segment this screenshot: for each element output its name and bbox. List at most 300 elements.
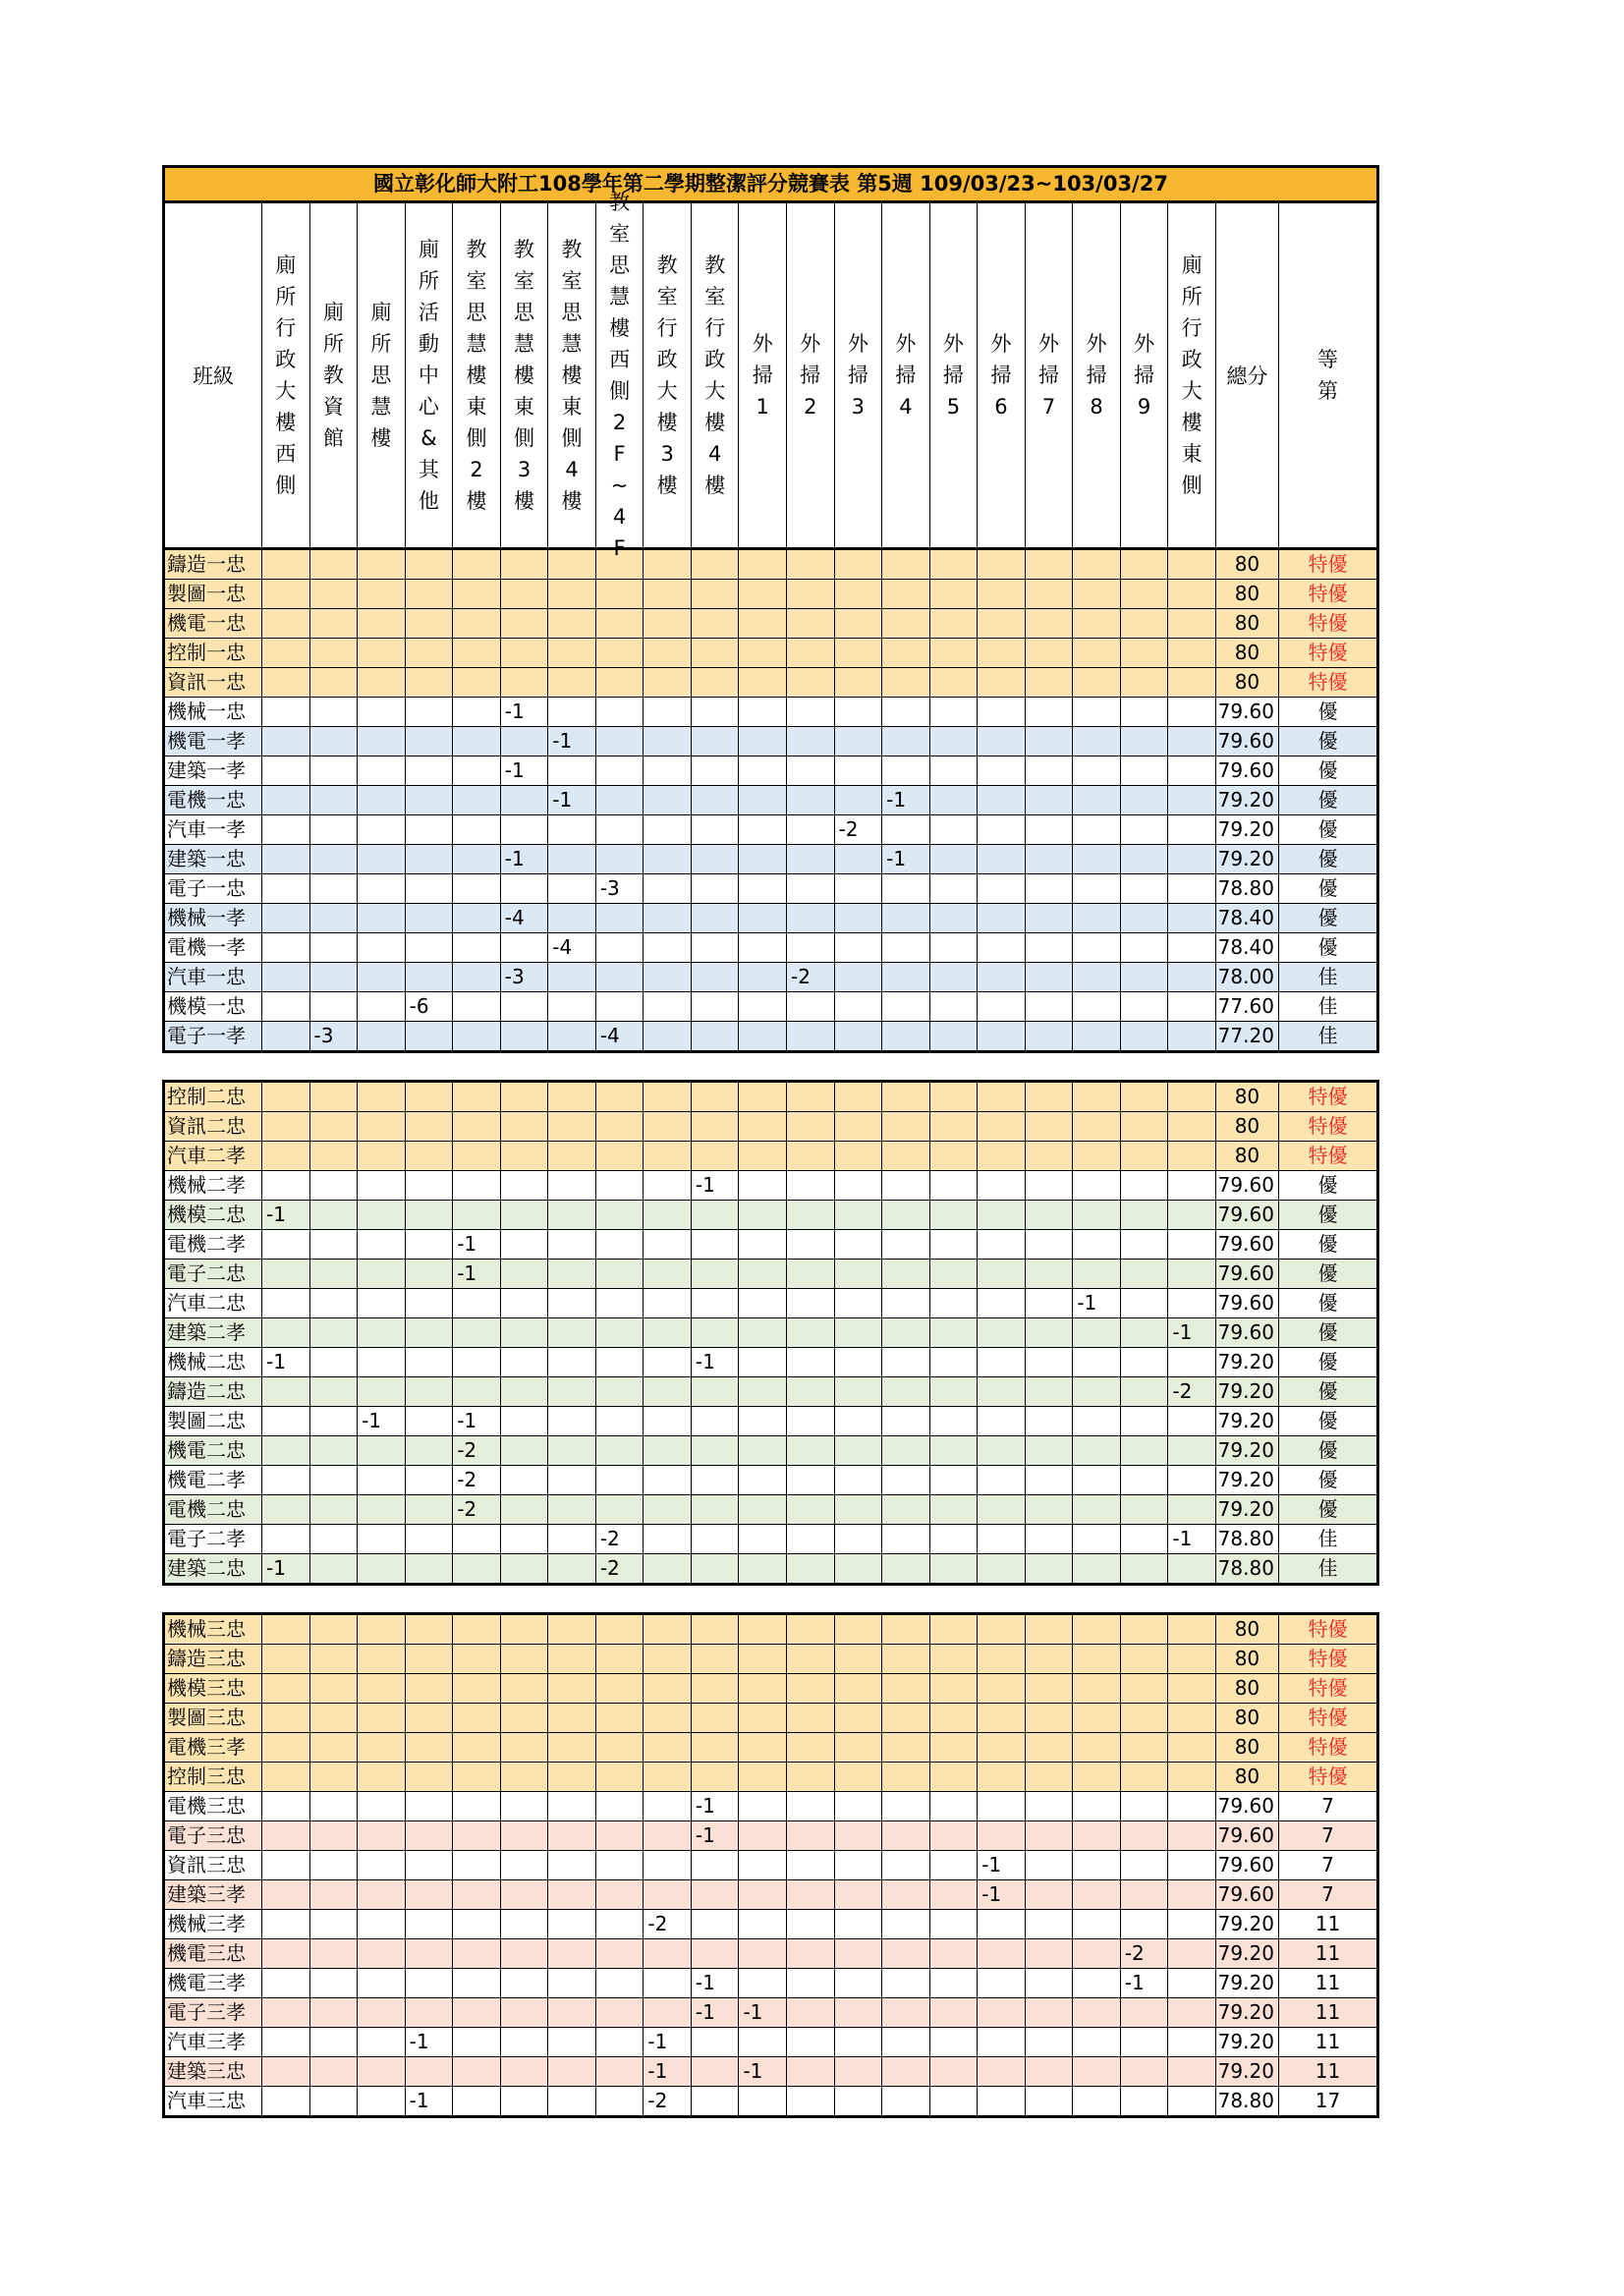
deduction-cell	[929, 756, 978, 786]
deduction-cell	[739, 609, 787, 639]
deduction-cell	[739, 698, 787, 727]
deduction-cell	[1120, 1733, 1168, 1763]
deduction-cell	[644, 1495, 692, 1525]
deduction-cell	[882, 1377, 930, 1407]
deduction-cell	[1168, 1792, 1216, 1821]
class-name-cell: 電子二孝	[164, 1525, 262, 1554]
deduction-cell	[262, 1230, 310, 1260]
deduction-cell	[929, 1407, 978, 1436]
deduction-cell	[453, 1733, 501, 1763]
class-name-cell: 電機一孝	[164, 933, 262, 963]
deduction-cell	[787, 1142, 835, 1171]
deduction-cell	[644, 1377, 692, 1407]
deduction-cell	[262, 639, 310, 668]
deduction-cell	[834, 1348, 882, 1377]
deduction-cell: -3	[309, 1022, 358, 1052]
deduction-cell	[739, 1851, 787, 1880]
deduction-cell	[500, 1318, 548, 1348]
deduction-cell	[978, 845, 1026, 874]
deduction-cell	[978, 1821, 1026, 1851]
class-name-cell: 電機三孝	[164, 1733, 262, 1763]
grade-cell: 特優	[1278, 1112, 1377, 1142]
deduction-cell	[691, 1763, 739, 1792]
deduction-cell	[358, 1851, 406, 1880]
deduction-cell	[595, 1289, 644, 1318]
table-row	[164, 1910, 1378, 1939]
deduction-cell	[453, 1939, 501, 1969]
deduction-cell	[595, 609, 644, 639]
deduction-cell	[691, 639, 739, 668]
deduction-cell	[691, 845, 739, 874]
deduction-cell	[739, 1939, 787, 1969]
deduction-cell	[978, 1554, 1026, 1585]
deduction-cell	[834, 2057, 882, 2087]
deduction-cell	[548, 609, 596, 639]
header-area-7-label: 教室思慧樓東側4樓	[561, 238, 583, 513]
deduction-cell	[1120, 609, 1168, 639]
deduction-cell	[978, 1525, 1026, 1554]
total-score-cell: 80	[1215, 1142, 1278, 1171]
deduction-cell	[548, 1645, 596, 1674]
deduction-cell	[691, 549, 739, 580]
grade-cell: 特優	[1278, 1763, 1377, 1792]
deduction-cell	[929, 1880, 978, 1910]
deduction-cell	[691, 933, 739, 963]
deduction-cell	[644, 668, 692, 698]
deduction-cell	[1120, 1880, 1168, 1910]
deduction-cell	[1168, 1763, 1216, 1792]
class-name-cell: 機電二孝	[164, 1466, 262, 1495]
deduction-cell	[500, 1554, 548, 1585]
total-score-cell: 79.60	[1215, 1880, 1278, 1910]
deduction-cell	[309, 1733, 358, 1763]
deduction-cell	[405, 1674, 453, 1704]
class-name-cell: 機械二孝	[164, 1171, 262, 1201]
deduction-cell	[548, 1851, 596, 1880]
deduction-cell	[787, 904, 835, 933]
deduction-cell	[309, 963, 358, 992]
deduction-cell	[739, 1260, 787, 1289]
deduction-cell	[309, 1674, 358, 1704]
table-row	[164, 1142, 1378, 1171]
deduction-cell	[1168, 698, 1216, 727]
class-name-cell: 機電三忠	[164, 1939, 262, 1969]
deduction-cell	[787, 1436, 835, 1466]
deduction-cell	[1168, 1466, 1216, 1495]
table-row	[164, 1998, 1378, 2028]
deduction-cell	[739, 933, 787, 963]
deduction-cell: -1	[739, 2057, 787, 2087]
deduction-cell	[405, 1821, 453, 1851]
deduction-cell	[262, 845, 310, 874]
deduction-cell	[691, 1230, 739, 1260]
table-row	[164, 815, 1378, 845]
deduction-cell	[595, 1851, 644, 1880]
deduction-cell	[978, 1998, 1026, 2028]
deduction-cell	[929, 668, 978, 698]
deduction-cell	[978, 1289, 1026, 1318]
total-score-cell: 79.20	[1215, 815, 1278, 845]
deduction-cell	[978, 639, 1026, 668]
deduction-cell	[358, 1348, 406, 1377]
deduction-cell	[548, 1733, 596, 1763]
deduction-cell	[358, 1022, 406, 1052]
deduction-cell	[1120, 1645, 1168, 1674]
grade-cell: 11	[1278, 1910, 1377, 1939]
deduction-cell	[548, 1614, 596, 1645]
header-area-10	[691, 202, 739, 549]
deduction-cell	[262, 1880, 310, 1910]
deduction-cell	[882, 992, 930, 1022]
deduction-cell	[929, 1022, 978, 1052]
deduction-cell	[453, 1998, 501, 2028]
table-row	[164, 580, 1378, 609]
header-class-label: 班級	[193, 364, 234, 388]
total-score-cell: 78.00	[1215, 963, 1278, 992]
deduction-cell	[739, 1466, 787, 1495]
deduction-cell	[978, 1733, 1026, 1763]
deduction-cell	[358, 1436, 406, 1466]
deduction-cell	[834, 609, 882, 639]
deduction-cell: -2	[644, 2087, 692, 2117]
deduction-cell	[1120, 1614, 1168, 1645]
deduction-cell	[262, 1614, 310, 1645]
deduction-cell	[1120, 727, 1168, 756]
deduction-cell	[309, 1260, 358, 1289]
deduction-cell	[644, 609, 692, 639]
table-row	[164, 904, 1378, 933]
deduction-cell	[309, 1201, 358, 1230]
deduction-cell	[1168, 1645, 1216, 1674]
deduction-cell	[978, 1348, 1026, 1377]
grade-cell: 7	[1278, 1880, 1377, 1910]
deduction-cell	[882, 639, 930, 668]
grade-cell: 特優	[1278, 1733, 1377, 1763]
header-total-label: 總分	[1226, 364, 1268, 388]
deduction-cell	[595, 1645, 644, 1674]
deduction-cell	[978, 2087, 1026, 2117]
deduction-cell	[405, 874, 453, 904]
deduction-cell	[1168, 1939, 1216, 1969]
deduction-cell	[405, 727, 453, 756]
deduction-cell	[1120, 1377, 1168, 1407]
deduction-cell	[1025, 1821, 1073, 1851]
total-score-cell: 80	[1215, 1763, 1278, 1792]
deduction-cell	[500, 1969, 548, 1998]
deduction-cell	[595, 668, 644, 698]
deduction-cell	[691, 727, 739, 756]
deduction-cell	[1120, 904, 1168, 933]
deduction-cell	[405, 756, 453, 786]
deduction-cell	[500, 1377, 548, 1407]
deduction-cell	[1073, 727, 1121, 756]
deduction-cell	[595, 815, 644, 845]
deduction-cell	[882, 549, 930, 580]
deduction-cell	[548, 1554, 596, 1585]
deduction-cell	[453, 815, 501, 845]
deduction-cell	[262, 2057, 310, 2087]
total-score-cell: 79.60	[1215, 1289, 1278, 1318]
deduction-cell	[929, 845, 978, 874]
grade-cell: 特優	[1278, 549, 1377, 580]
deduction-cell	[548, 963, 596, 992]
deduction-cell	[500, 1230, 548, 1260]
table-row	[164, 1348, 1378, 1377]
deduction-cell	[1073, 1495, 1121, 1525]
grade-cell: 優	[1278, 1466, 1377, 1495]
deduction-cell	[405, 1022, 453, 1052]
deduction-cell	[691, 1645, 739, 1674]
deduction-cell	[834, 1201, 882, 1230]
deduction-cell	[262, 1318, 310, 1348]
deduction-cell	[405, 1792, 453, 1821]
deduction-cell	[882, 1969, 930, 1998]
deduction-cell	[358, 1318, 406, 1348]
deduction-cell	[787, 1998, 835, 2028]
deduction-cell	[834, 1674, 882, 1704]
class-name-cell: 機械二忠	[164, 1348, 262, 1377]
class-name-cell: 資訊一忠	[164, 668, 262, 698]
deduction-cell	[739, 2087, 787, 2117]
deduction-cell	[691, 1289, 739, 1318]
deduction-cell	[309, 1318, 358, 1348]
deduction-cell	[1073, 609, 1121, 639]
deduction-cell	[1168, 1495, 1216, 1525]
deduction-cell	[644, 1998, 692, 2028]
deduction-cell	[262, 1733, 310, 1763]
deduction-cell	[595, 963, 644, 992]
table-row	[164, 1969, 1378, 1998]
table-row	[164, 1171, 1378, 1201]
class-name-cell: 建築二孝	[164, 1318, 262, 1348]
deduction-cell	[500, 1763, 548, 1792]
deduction-cell	[834, 1466, 882, 1495]
deduction-cell	[500, 1674, 548, 1704]
deduction-cell	[453, 1022, 501, 1052]
deduction-cell	[548, 992, 596, 1022]
deduction-cell	[882, 1348, 930, 1377]
deduction-cell	[595, 756, 644, 786]
deduction-cell	[1168, 580, 1216, 609]
deduction-cell	[405, 1998, 453, 2028]
deduction-cell	[787, 933, 835, 963]
total-score-cell: 79.20	[1215, 2057, 1278, 2087]
deduction-cell	[262, 1112, 310, 1142]
deduction-cell	[1168, 786, 1216, 815]
deduction-cell	[787, 1260, 835, 1289]
deduction-cell	[453, 2087, 501, 2117]
table-row	[164, 1614, 1378, 1645]
deduction-cell	[309, 1377, 358, 1407]
table-row	[164, 1436, 1378, 1466]
deduction-cell	[500, 786, 548, 815]
deduction-cell	[882, 1733, 930, 1763]
deduction-cell	[644, 1880, 692, 1910]
table-row	[164, 1407, 1378, 1436]
deduction-cell	[262, 1407, 310, 1436]
deduction-cell	[834, 1171, 882, 1201]
deduction-cell	[358, 1377, 406, 1407]
deduction-cell	[500, 1851, 548, 1880]
deduction-cell	[978, 727, 1026, 756]
deduction-cell	[1120, 1910, 1168, 1939]
deduction-cell	[358, 609, 406, 639]
deduction-cell	[358, 1733, 406, 1763]
deduction-cell	[1168, 1171, 1216, 1201]
deduction-cell	[262, 1495, 310, 1525]
deduction-cell	[405, 609, 453, 639]
deduction-cell: -2	[453, 1495, 501, 1525]
deduction-cell	[453, 1554, 501, 1585]
deduction-cell	[929, 609, 978, 639]
deduction-cell	[882, 1495, 930, 1525]
deduction-cell	[1120, 549, 1168, 580]
deduction-cell	[644, 1763, 692, 1792]
deduction-cell	[787, 1969, 835, 1998]
deduction-cell: -4	[548, 933, 596, 963]
header-area-12-label: 外掃2	[800, 332, 821, 419]
deduction-cell	[262, 1645, 310, 1674]
total-score-cell: 80	[1215, 1614, 1278, 1645]
header-area-9-label: 教室行政大樓3樓	[656, 253, 678, 497]
deduction-cell	[1168, 1969, 1216, 1998]
deduction-cell	[1025, 698, 1073, 727]
deduction-cell	[500, 727, 548, 756]
deduction-cell	[1025, 1614, 1073, 1645]
deduction-cell	[929, 963, 978, 992]
deduction-cell	[1025, 639, 1073, 668]
grade-cell: 佳	[1278, 1022, 1377, 1052]
deduction-cell	[500, 874, 548, 904]
table-row	[164, 1821, 1378, 1851]
deduction-cell	[1025, 992, 1073, 1022]
total-score-cell: 80	[1215, 1674, 1278, 1704]
header-row	[164, 202, 1378, 549]
deduction-cell	[691, 1674, 739, 1704]
deduction-cell	[739, 580, 787, 609]
deduction-cell	[739, 1407, 787, 1436]
deduction-cell	[644, 904, 692, 933]
deduction-cell	[1168, 1230, 1216, 1260]
deduction-cell	[691, 698, 739, 727]
deduction-cell	[1120, 963, 1168, 992]
deduction-cell	[595, 1436, 644, 1466]
deduction-cell	[1168, 639, 1216, 668]
deduction-cell	[405, 1763, 453, 1792]
deduction-cell	[644, 1554, 692, 1585]
deduction-cell	[1025, 874, 1073, 904]
deduction-cell	[500, 580, 548, 609]
grade-cell: 7	[1278, 1821, 1377, 1851]
total-score-cell: 79.60	[1215, 1260, 1278, 1289]
deduction-cell	[309, 904, 358, 933]
deduction-cell	[548, 668, 596, 698]
deduction-cell	[262, 786, 310, 815]
deduction-cell: -1	[691, 1348, 739, 1377]
deduction-cell	[1073, 756, 1121, 786]
deduction-cell	[978, 815, 1026, 845]
deduction-cell	[1168, 1614, 1216, 1645]
header-area-5-label: 教室思慧樓東側2樓	[466, 238, 487, 513]
deduction-cell	[1120, 2087, 1168, 2117]
table-row	[164, 756, 1378, 786]
grade-cell: 優	[1278, 1407, 1377, 1436]
deduction-cell	[787, 1525, 835, 1554]
deduction-cell	[358, 639, 406, 668]
deduction-cell	[929, 1112, 978, 1142]
deduction-cell	[309, 727, 358, 756]
class-name-cell: 機模二忠	[164, 1201, 262, 1230]
deduction-cell	[1073, 963, 1121, 992]
deduction-cell	[834, 668, 882, 698]
grade-cell: 7	[1278, 1851, 1377, 1880]
deduction-cell	[1120, 1112, 1168, 1142]
deduction-cell: -4	[500, 904, 548, 933]
deduction-cell: -1	[405, 2028, 453, 2057]
deduction-cell	[1025, 1645, 1073, 1674]
deduction-cell	[358, 727, 406, 756]
deduction-cell	[1073, 815, 1121, 845]
grade-cell: 特優	[1278, 1082, 1377, 1112]
deduction-cell	[309, 756, 358, 786]
deduction-cell	[358, 1998, 406, 2028]
total-score-cell: 79.60	[1215, 727, 1278, 756]
deduction-cell	[834, 1554, 882, 1585]
deduction-cell	[787, 1348, 835, 1377]
class-name-cell: 製圖一忠	[164, 580, 262, 609]
header-total	[1215, 202, 1278, 549]
deduction-cell	[1073, 580, 1121, 609]
deduction-cell	[1025, 1939, 1073, 1969]
deduction-cell	[978, 933, 1026, 963]
deduction-cell	[882, 580, 930, 609]
deduction-cell	[882, 1851, 930, 1880]
deduction-cell	[739, 1763, 787, 1792]
table-row	[164, 2057, 1378, 2087]
deduction-cell	[1168, 1289, 1216, 1318]
class-name-cell: 機械三孝	[164, 1910, 262, 1939]
deduction-cell	[1025, 1910, 1073, 1939]
deduction-cell	[500, 668, 548, 698]
deduction-cell	[1168, 933, 1216, 963]
deduction-cell	[739, 1289, 787, 1318]
deduction-cell	[309, 549, 358, 580]
table-row	[164, 963, 1378, 992]
sheet-title: 國立彰化師大附工108學年第二學期整潔評分競賽表 第5週 109/03/23~103/03/27	[164, 167, 1378, 202]
deduction-cell	[834, 1998, 882, 2028]
deduction-cell	[644, 1645, 692, 1674]
deduction-cell	[1025, 815, 1073, 845]
deduction-cell	[787, 1407, 835, 1436]
deduction-cell	[882, 2057, 930, 2087]
deduction-cell	[453, 580, 501, 609]
grade-cell: 優	[1278, 1289, 1377, 1318]
class-name-cell: 機械一孝	[164, 904, 262, 933]
deduction-cell	[1025, 1348, 1073, 1377]
deduction-cell	[691, 756, 739, 786]
deduction-cell	[1168, 1821, 1216, 1851]
deduction-cell	[1168, 1436, 1216, 1466]
deduction-cell	[262, 2087, 310, 2117]
grade-cell: 優	[1278, 1348, 1377, 1377]
grade-cell: 11	[1278, 2057, 1377, 2087]
deduction-cell	[882, 1022, 930, 1052]
total-score-cell: 80	[1215, 1704, 1278, 1733]
class-name-cell: 鑄造一忠	[164, 549, 262, 580]
deduction-cell	[548, 904, 596, 933]
header-area-17-label: 外掃7	[1038, 332, 1060, 419]
deduction-cell	[787, 786, 835, 815]
